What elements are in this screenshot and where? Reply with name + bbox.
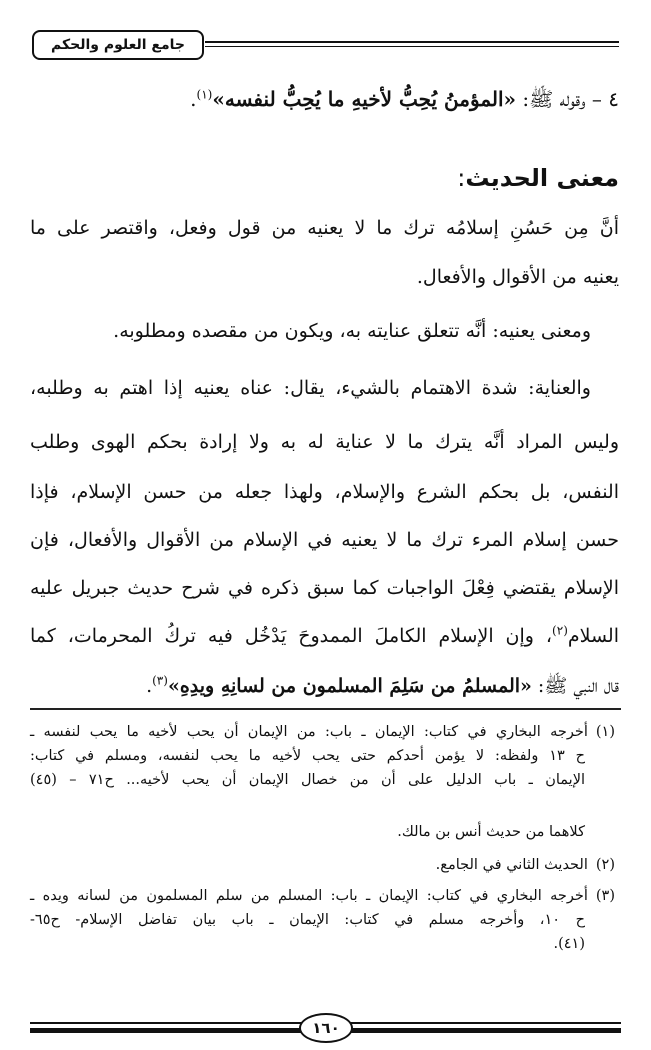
body-line xyxy=(30,621,619,651)
text: ، وإن الإسلام الكاملَ الممدوحَ يَدْخُل فيه تركُ المحرمات، كما xyxy=(30,625,553,647)
text: السلام xyxy=(567,625,619,647)
heading-colon: : xyxy=(457,164,466,192)
header-rule-thin xyxy=(205,46,619,47)
body-line xyxy=(30,671,619,701)
body-line: يعنيه من الأقوال والأفعال. xyxy=(416,266,619,288)
footnote-ref-2: (٢) xyxy=(552,623,568,638)
footnote-3 xyxy=(30,885,615,907)
running-title xyxy=(32,30,204,60)
footnote-3-cont: ح ١٠، وأخرجه مسلم في كتاب: الإيمان ـ باب بيان تفاضل الإسلام- ح٦٥- xyxy=(30,912,585,928)
footnote-ref-3: (٣) xyxy=(152,673,168,688)
footnote-3-cont: (٤١). xyxy=(553,936,585,952)
footnote-1-cont: ح ١٣ ولفظه: لا يؤمن أحدكم حتى يحب لأخيه ما يحب لنفسه، ومسلم في كتاب: xyxy=(30,748,585,764)
footnote-text: أخرجه البخاري في كتاب: الإيمان ـ باب: من الإيمان أن يحب لأخيه ما يحب لنفسه ـ xyxy=(30,724,588,740)
body-line: حسن إسلام المرء ترك ما لا يعنيه في الإسلام من الأقوال والأفعال، فإن xyxy=(30,529,619,551)
footnote-number: (٢) xyxy=(595,857,615,873)
footnote-text: الحديث الثاني في الجامع. xyxy=(435,857,588,873)
body-line: أنَّ مِن حَسُنِ إسلامُه ترك ما لا يعنيه من قول وفعل، واقتصر على ما xyxy=(30,217,619,239)
footnote-separator xyxy=(30,708,621,710)
text: قال النبي ﷺ: xyxy=(531,675,619,697)
footnote-ref-1: (١) xyxy=(196,87,213,102)
footnote-number: (٣) xyxy=(595,888,615,904)
punctuation: . xyxy=(190,87,197,111)
body-line: الإسلام يقتضي فِعْلَ الواجبات كما سبق ذكره في شرح حديث جبريل عليه xyxy=(30,577,619,599)
book-title: جامع العلوم والحكم xyxy=(51,37,186,53)
body-line: ومعنى يعنيه: أنَّه تتعلق عنايته به، ويكون من مقصده ومطلوبه. xyxy=(113,320,591,342)
page-number-text: ١٦٠ xyxy=(312,1019,340,1037)
footnote-2 xyxy=(30,854,615,876)
body-line: وليس المراد أنَّه يترك ما لا عناية له به ولا إرادة بحكم الهوى وطلب xyxy=(30,431,619,453)
header-rule xyxy=(205,41,619,43)
footnote-1-cont: كلاهما من حديث أنس بن مالك. xyxy=(397,824,585,840)
footnote-number: (١) xyxy=(595,724,615,740)
hadith-quote: «المسلمُ من سَلِمَ المسلمون من لسانِهِ ويدِهِ» xyxy=(167,675,532,697)
footnote-1 xyxy=(30,721,615,743)
footnote-text: أخرجه البخاري في كتاب: الإيمان ـ باب: المسلم من سلم المسلمون من لسانه ويده ـ xyxy=(30,888,588,904)
hadith-line xyxy=(30,84,619,114)
punctuation: . xyxy=(146,675,153,697)
body-line: النفس، بل بحكم الشرع والإسلام، ولهذا جعله من حسن الإسلام، فإذا xyxy=(30,481,619,503)
body-line: والعناية: شدة الاهتمام بالشيء، يقال: عناه يعنيه إذا اهتم به وطلبه، xyxy=(30,377,591,399)
page-number xyxy=(299,1013,353,1043)
hadith-prefix: ٤ – وقوله ﷺ: xyxy=(516,87,619,111)
hadith-quote: «المؤمنُ يُحِبُّ لأخيهِ ما يُحِبُّ لنفسه» xyxy=(212,87,517,111)
section-heading xyxy=(457,160,619,196)
footnote-1-cont: الإيمان ـ باب الدليل على أن من خصال الإيمان أن يحب لأخيه... ح٧١ – (٤٥) xyxy=(30,772,585,788)
heading-text: معنى الحديث xyxy=(465,164,619,192)
